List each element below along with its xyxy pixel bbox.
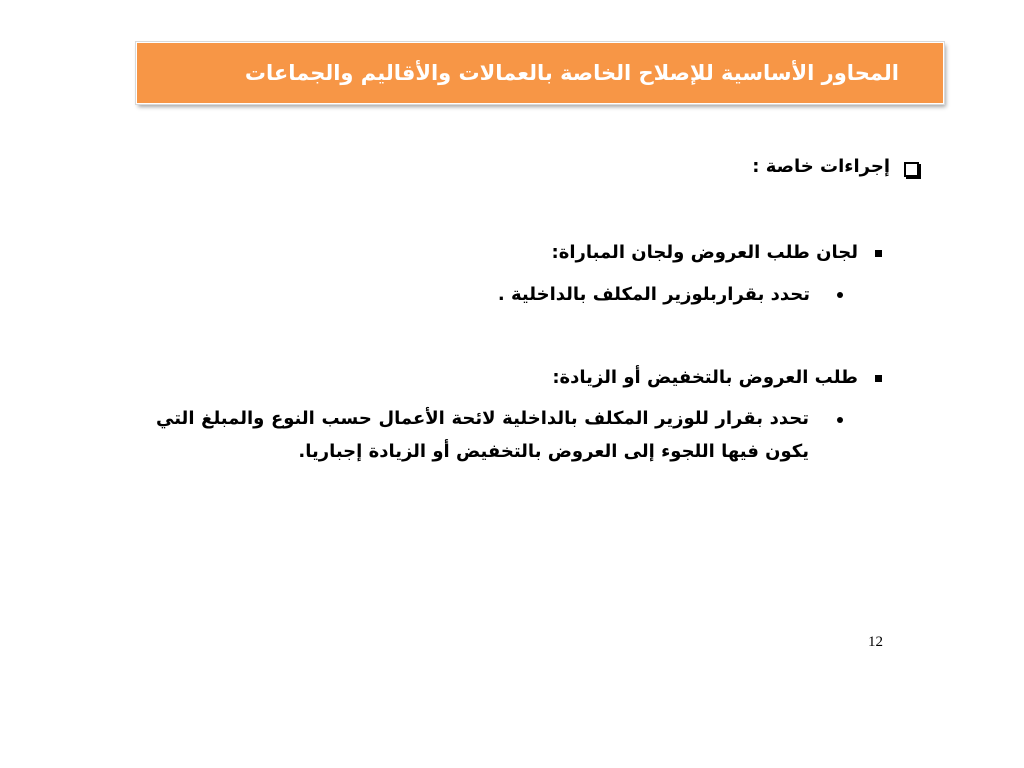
- page-number: 12: [868, 634, 883, 650]
- item-detail: تحدد بقراربلوزير المكلف بالداخلية .: [497, 284, 810, 305]
- item-heading: لجان طلب العروض ولجان المباراة:: [551, 242, 858, 263]
- slide-title: المحاور الأساسية للإصلاح الخاصة بالعمالات والأقاليم والجماعات: [244, 61, 899, 85]
- filled-square-icon: [875, 375, 882, 382]
- item-detail: تحدد بقرار للوزير المكلف بالداخلية لائحة الأعمال حسب النوع والمبلغ التي يكون فيها اللجوء إلى العروض بالتخفيض أو الزيادة إجباريا.: [156, 408, 809, 462]
- title-banner: [136, 42, 944, 104]
- checkbox-square-icon: [904, 162, 919, 177]
- round-dot-icon: [837, 417, 843, 423]
- item-heading: طلب العروض بالتخفيض أو الزيادة:: [552, 367, 858, 388]
- round-dot-icon: [837, 292, 843, 298]
- filled-square-icon: [875, 250, 882, 257]
- section-heading: إجراءات خاصة :: [752, 156, 890, 177]
